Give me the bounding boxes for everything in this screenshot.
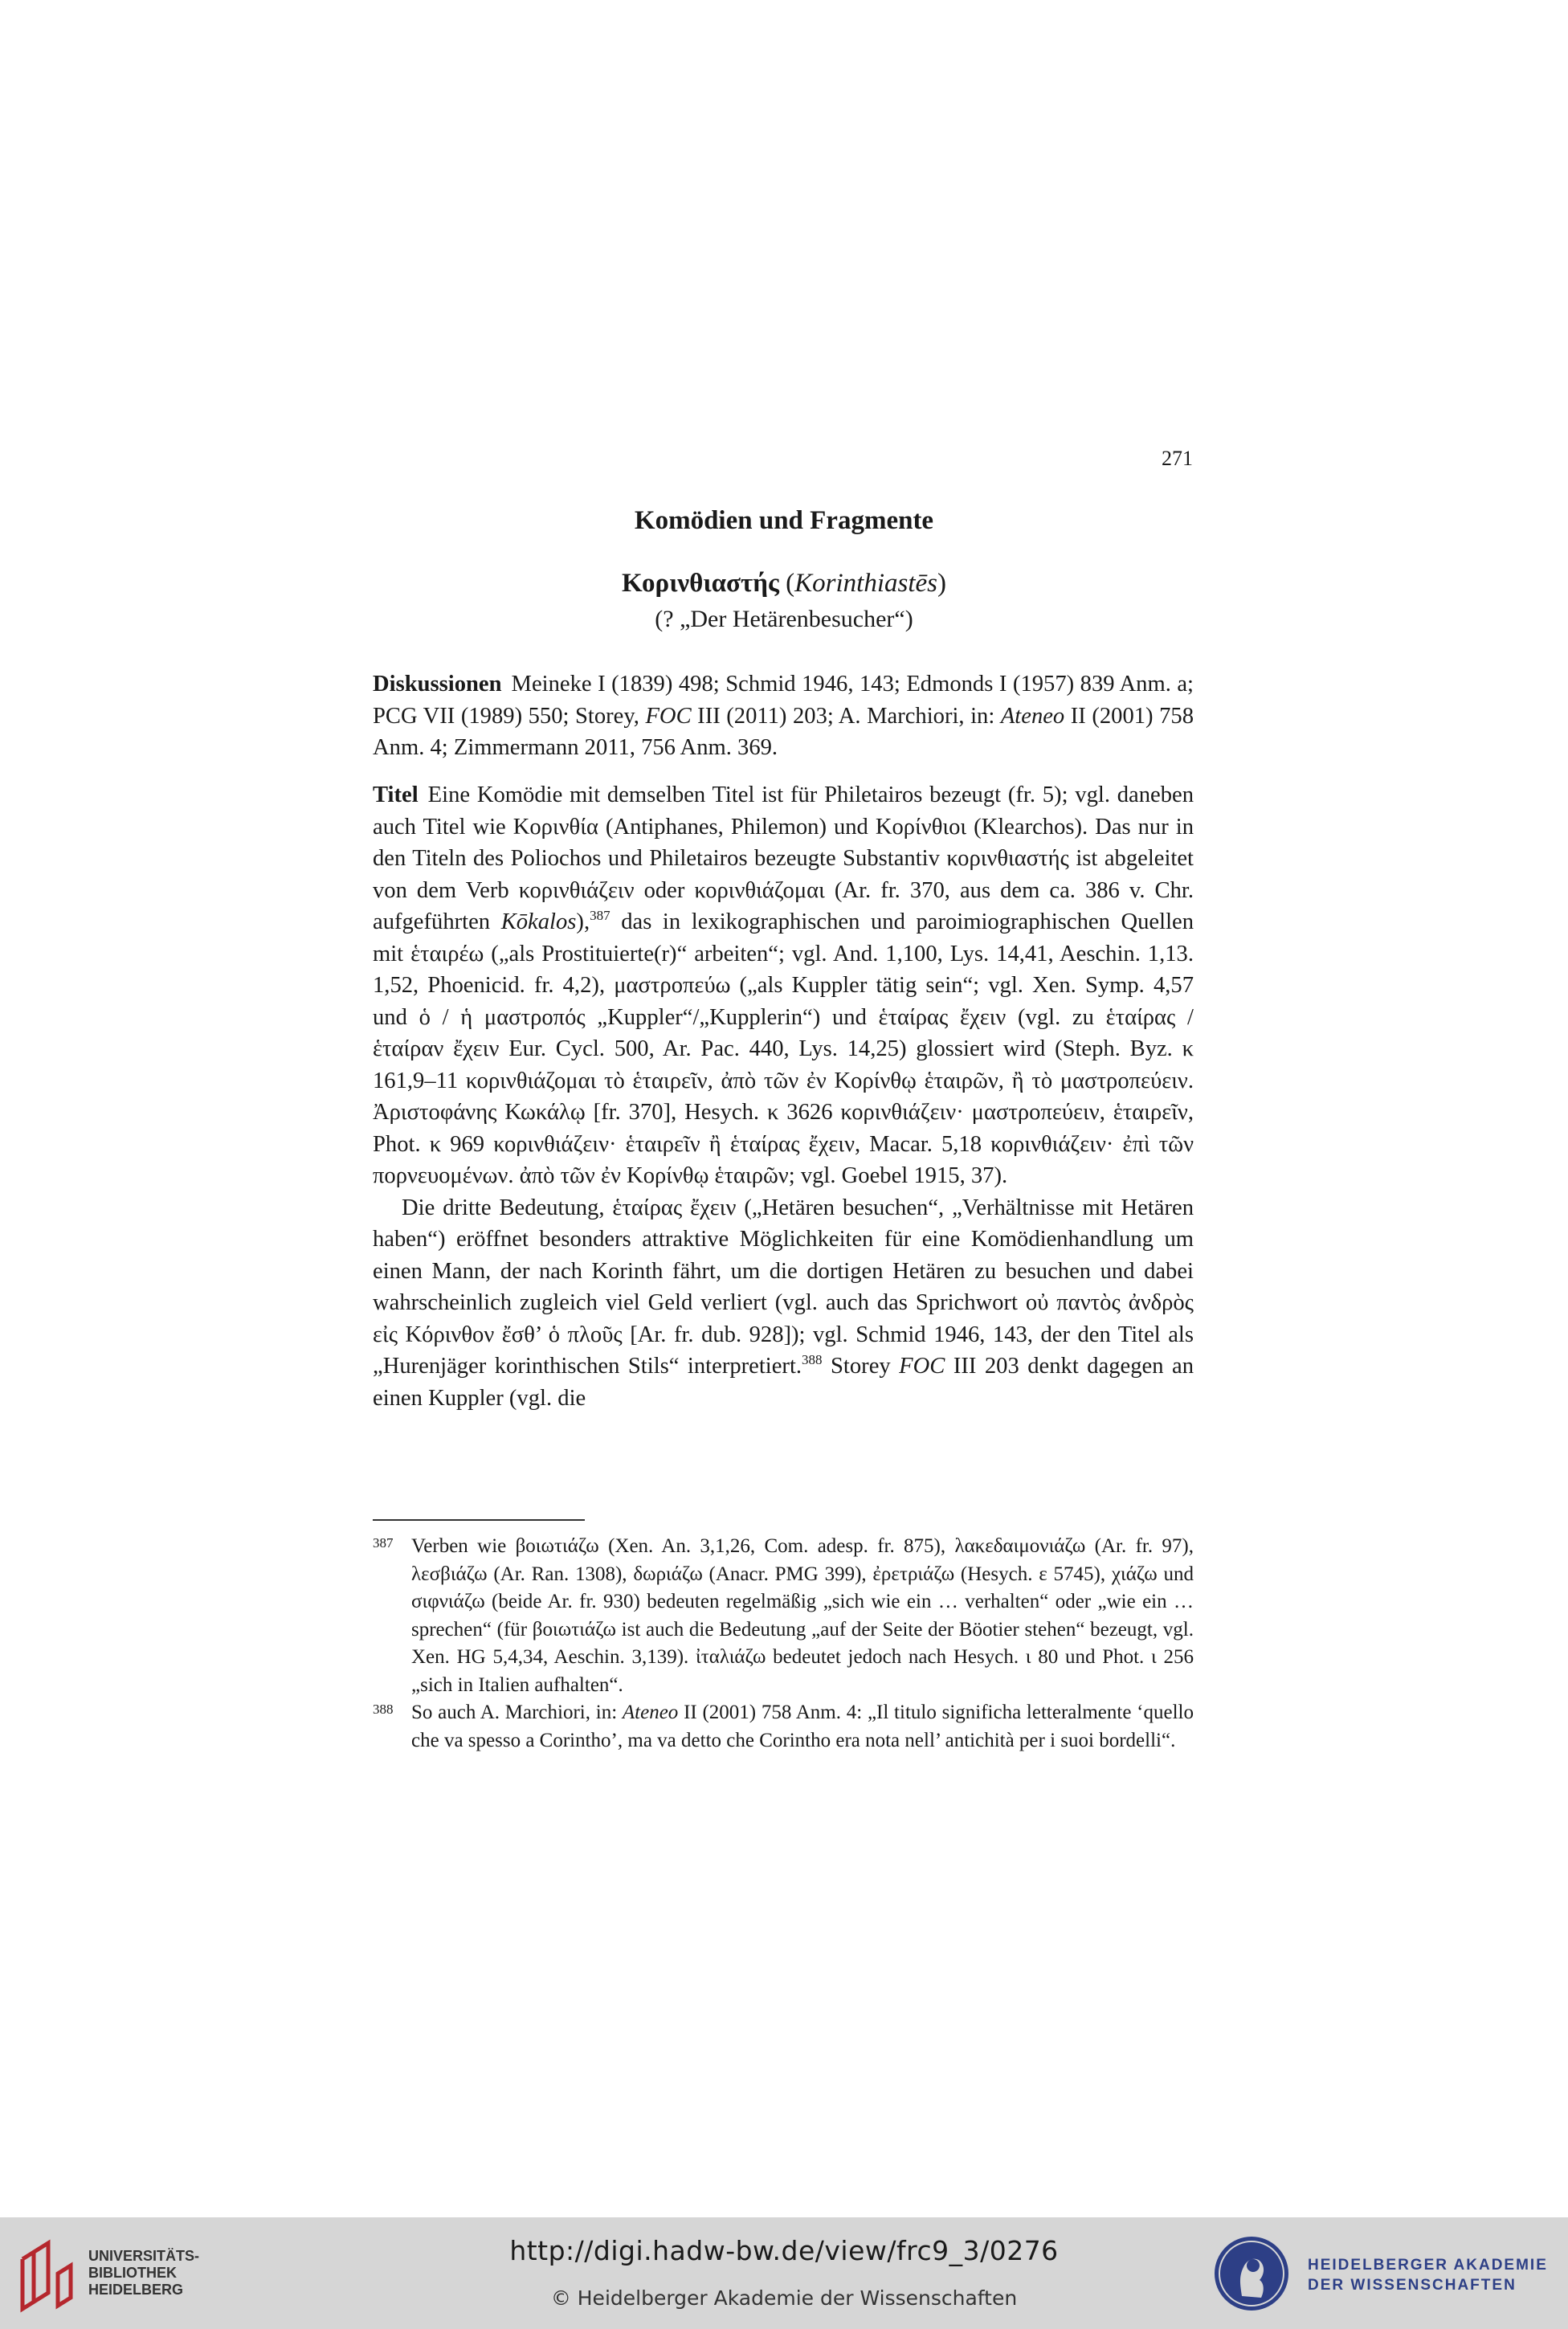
- footnote-ref-388[interactable]: 388: [802, 1352, 823, 1367]
- play-transliteration: Korinthiastēs: [794, 569, 937, 598]
- footnote-ref-387[interactable]: 387: [590, 908, 610, 923]
- academy-seal-icon[interactable]: [1211, 2233, 1292, 2314]
- titel-p2-em: FOC: [899, 1354, 945, 1379]
- titel-p2-text-2: Storey: [822, 1354, 900, 1379]
- diskussionen-em-1: FOC: [645, 703, 692, 729]
- university-library-name: UNIVERSITÄTS- BIBLIOTHEK HEIDELBERG: [88, 2248, 200, 2298]
- footnote-number: 388: [373, 1702, 394, 1717]
- footnote-em: Ateneo: [622, 1702, 679, 1723]
- titel-p2-text-3: III 203 denkt dagegen an einen Kuppler (vgl. die: [373, 1354, 1194, 1411]
- titel-p1-text-2: ),: [576, 909, 590, 934]
- diskussionen-text-3: II (2001) 758 Anm. 4; Zimmermann 2011, 756 Anm. 369.: [373, 703, 1194, 760]
- page-number: 271: [1162, 447, 1193, 470]
- footnote-text: Verben wie βοιωτιάζω (Xen. An. 3,1,26, Com. adesp. fr. 875), λακεδαιμονιάζω (Ar. fr. 97), λεσβιάζω (Ar. Ran. 1308), δωριάζω (Anacr. PMG 399), ἐρετριάζω (Hesych. ε 5745), χιάζω und σιφνιάζω (beide Ar. fr. 930) bedeuten regelmäßig „sich wie ein … verhalten“ oder „wie ein … sprechen“ (für βοιωτιάζω ist auch die Bedeutung „auf der Seite der Böotier stehen“ bezeugt, vgl. Xen. HG 5,4,34, Aeschin. 3,139). ἰταλιάζω bedeutet jedoch nach Hesych. ι 80 und Phot. ι 256 „sich in Italien aufhalten“.: [411, 1535, 1194, 1696]
- titel-p1-text-3: das in lexikographischen und paroimiographischen Quellen mit ἑταιρέω („als Prostituierte(r)“ arbeiten“; vgl. And. 1,100, Lys. 14,41, Aeschin. 1,13. 1,52, Phoenicid. fr. 4,2), μαστροπεύω („als Kuppler tätig sein“; vgl. Xen. Symp. 4,57 und ὁ / ἡ μαστροπός „Kuppler“/„Kupplerin“) und ἑταίρας ἔχειν (vgl. zu ἑταίρας / ἑταίραν ἔχειν Eur. Cycl. 500, Ar. Pac. 440, Lys. 14,25) glossiert wird (Steph. Byz. κ 161,9–11 κορινθιάζομαι τὸ ἑταιρεῖν, ἀπὸ τῶν ἐν Κορίνθῳ ἑταιρῶν, ἢ τὸ μαστροπεύειν. Ἀριστοφάνης Κωκάλῳ [fr. 370], Hesych. κ 3626 κορινθιάζειν· μαστροπεύειν, ἑταιρεῖν, Phot. κ 969 κορινθιάζειν· ἑταιρεῖν ἢ ἑταίρας ἔχειν, Macar. 5,18 κορινθιάζειν· ἐπὶ τῶν πορνευομένων. ἀπὸ τῶν ἐν Κορίνθῳ ἑταιρῶν; vgl. Goebel 1915, 37).: [373, 909, 1194, 1188]
- diskussionen-text-1: Meineke I (1839) 498; Schmid 1946, 143; Edmonds I (1957) 839 Anm. a; PCG VII (1989) 550; Storey,: [373, 672, 1194, 729]
- footnote-divider: [373, 1519, 585, 1521]
- footer-bar: [0, 2217, 1568, 2329]
- titel-paragraph-1: [373, 779, 1194, 1192]
- permalink-url[interactable]: http://digi.hadw-bw.de/view/frc9_3/0276: [509, 2235, 1059, 2266]
- footnote-text: So auch A. Marchiori, in:: [411, 1702, 623, 1723]
- diskussionen-label: Diskussionen: [373, 672, 502, 697]
- titel-p1-em: Kōkalos: [500, 909, 577, 934]
- titel-section: [373, 779, 1194, 1414]
- play-subtitle: (? „Der Hetärenbesucher“): [655, 606, 913, 632]
- titel-p2-text-1: Die dritte Bedeutung, ἑταίρας ἔχειν („Hetären besuchen“, „Verhältnisse mit Hetären haben“) eröffnet besonders attraktive Möglichkeiten für eine Komödienhandlung um einen Mann, der nach Korinth fährt, um die dortigen Hetären zu besuchen und dabei wahrscheinlich zugleich viel Geld verliert (vgl. auch das Sprichwort οὐ παντὸς ἀνδρὸς εἰς Κόρινθον ἔσθ’ ὁ πλοῦς [Ar. fr. dub. 928]); vgl. Schmid 1946, 143, der den Titel als „Hurenjäger korinthischen Stils“ interpretiert.: [373, 1195, 1194, 1379]
- diskussionen-em-2: Ateneo: [1000, 703, 1065, 729]
- titel-label: Titel: [373, 782, 419, 807]
- footnote-388: [373, 1699, 1194, 1755]
- section-heading: Komödien und Fragmente: [634, 506, 934, 535]
- play-greek-title: Κορινθιαστής: [622, 569, 779, 598]
- play-title: Κορινθιαστής (Korinthiastēs): [622, 569, 946, 598]
- footnotes: [373, 1533, 1194, 1755]
- diskussionen-paragraph: [373, 668, 1194, 764]
- diskussionen-text-2: III (2011) 203; A. Marchiori, in:: [691, 703, 1001, 729]
- footnote-387: [373, 1533, 1194, 1699]
- titel-p1-text-1: Eine Komödie mit demselben Titel ist für Philetairos bezeugt (fr. 5); vgl. daneben auch Titel wie Κορινθία (Antiphanes, Philemon) und Κορίνθιοι (Klearchos). Das nur in den Titeln des Poliochos und Philetairos bezeugte Substantiv κορινθιαστής ist abgeleitet von dem Verb κορινθιάζειν oder κορινθιάζομαι (Ar. fr. 370, aus dem ca. 386 v. Chr. aufgeführten: [373, 782, 1194, 934]
- academy-name: HEIDELBERGER AKADEMIE DER WISSENSCHAFTEN: [1308, 2257, 1548, 2294]
- titel-paragraph-2: [373, 1192, 1194, 1415]
- footnote-text-end: II (2001) 758 Anm. 4: „Il titulo significha letteralmente ‘quello che va spesso a Corintho’, ma va detto che Corintho era nota nell’ antichità per i suoi bordelli“.: [411, 1702, 1194, 1751]
- copyright-notice: © Heidelberger Akademie der Wissenschaften: [550, 2286, 1018, 2310]
- footnote-number: 387: [373, 1535, 394, 1551]
